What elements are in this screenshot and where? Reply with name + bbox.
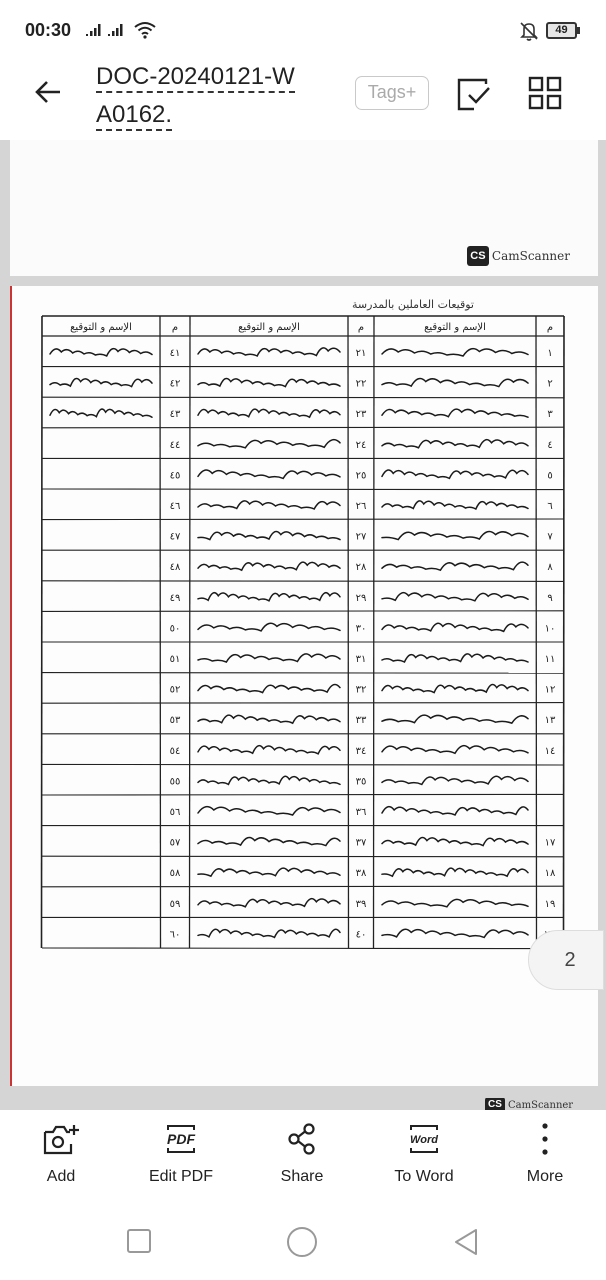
row-number: ٢٤ — [355, 439, 367, 451]
handwritten-signature — [382, 715, 528, 723]
row-number: ١ — [547, 348, 553, 359]
document-viewer[interactable] — [0, 140, 606, 1110]
handwritten-signature — [198, 868, 340, 876]
add-label: Add — [46, 1168, 76, 1185]
row-number: ٥٨ — [169, 868, 181, 880]
row-number: ٥٠ — [169, 623, 181, 635]
document-title[interactable] — [96, 58, 341, 134]
home-icon[interactable] — [286, 1226, 318, 1258]
share-button[interactable] — [252, 1122, 352, 1186]
handwritten-signature — [382, 654, 528, 662]
row-number: ٥٣ — [169, 715, 181, 727]
document-page-2 — [10, 286, 598, 1086]
handwritten-signature — [382, 929, 528, 937]
handwritten-signature — [382, 868, 528, 876]
row-number: ٤٢ — [169, 378, 181, 390]
row-number: ١٩ — [544, 898, 556, 910]
page-indicator[interactable]: 2 — [528, 930, 604, 990]
handwritten-signature — [198, 899, 340, 907]
table-row-line — [42, 489, 564, 490]
row-number: ١١ — [544, 654, 556, 665]
table-column-line — [42, 316, 43, 948]
table-row-line — [42, 673, 564, 674]
handwritten-signature — [382, 562, 528, 570]
row-number: ٣٠ — [355, 623, 367, 635]
signature-table — [12, 286, 600, 1086]
row-number: ١٧ — [544, 837, 556, 849]
row-number: ٥١ — [169, 654, 181, 665]
row-number: ٥ — [547, 470, 553, 482]
document-heading: توقيعات العاملين بالمدرسة — [352, 298, 474, 311]
handwritten-signature — [382, 470, 528, 478]
handwritten-signature — [198, 501, 340, 509]
more-label: More — [526, 1168, 564, 1185]
row-number: ٢٧ — [355, 531, 367, 543]
edit-pdf-button[interactable] — [131, 1122, 231, 1186]
grid-view-icon[interactable] — [528, 76, 562, 110]
row-number: ٩ — [547, 592, 553, 604]
row-number: ١٣ — [544, 715, 556, 727]
camscanner-logo-bottom — [485, 1098, 573, 1110]
document-page-1 — [10, 140, 598, 276]
table-column-header: الإسم و التوقيع — [238, 322, 300, 333]
handwritten-signature — [382, 501, 528, 509]
handwritten-signature — [198, 776, 340, 784]
tags-button[interactable] — [355, 76, 429, 110]
handwritten-signature — [382, 440, 528, 448]
table-column-header: م — [171, 322, 179, 333]
plus-icon: + — [405, 82, 417, 102]
table-column-header: الإسم و التوقيع — [424, 322, 486, 333]
handwritten-signature — [198, 593, 340, 601]
handwritten-signature — [198, 623, 340, 631]
table-column-line — [564, 316, 565, 948]
handwritten-signature — [382, 746, 528, 754]
add-button[interactable] — [11, 1122, 111, 1186]
table-column-line — [374, 316, 375, 948]
row-number: ٣٨ — [355, 868, 367, 880]
edit-pdf-label: Edit PDF — [148, 1168, 213, 1185]
handwritten-signature — [50, 349, 152, 356]
document-title-line1: DOC-20240121-W — [96, 63, 295, 93]
handwritten-signature — [198, 807, 340, 815]
row-number: ٧ — [547, 531, 553, 543]
handwritten-signature — [198, 409, 340, 417]
handwritten-signature — [198, 715, 340, 723]
row-number: ٣٤ — [355, 745, 367, 757]
back-icon[interactable] — [452, 1228, 480, 1256]
mute-icon — [518, 20, 540, 42]
handwritten-signature — [198, 837, 340, 845]
status-bar — [0, 0, 606, 62]
row-number: ٤٦ — [169, 501, 181, 512]
row-number: ١٤ — [544, 745, 556, 757]
row-number: ١٠ — [544, 623, 556, 635]
camscanner-text: CamScanner — [491, 249, 570, 263]
row-number: ٤٣ — [169, 409, 181, 421]
row-number: ٤١ — [169, 348, 181, 359]
share-icon — [283, 1122, 321, 1156]
row-number: ٢٢ — [355, 378, 367, 390]
row-number: ٤٨ — [169, 562, 181, 574]
handwritten-signature — [198, 470, 340, 478]
row-number: ١٢ — [544, 684, 556, 696]
row-number: ٥٢ — [169, 684, 181, 696]
app-header — [0, 56, 606, 140]
handwritten-signature — [382, 593, 528, 601]
row-number: ٤٧ — [169, 531, 181, 543]
document-title-line2: A0162. — [96, 101, 172, 131]
edit-document-icon[interactable] — [456, 76, 492, 112]
handwritten-signature — [382, 807, 528, 815]
table-column-header: م — [357, 322, 365, 333]
back-arrow-icon[interactable] — [32, 76, 64, 108]
table-row-line — [42, 581, 564, 582]
pdf-icon-text: PDF — [167, 1131, 195, 1147]
table-column-line — [348, 316, 349, 948]
battery-icon — [546, 22, 577, 39]
handwritten-signature — [382, 378, 528, 386]
handwritten-signature — [382, 684, 528, 692]
signal-icon — [108, 22, 130, 38]
handwritten-signature — [198, 684, 340, 692]
row-number: ٤٤ — [169, 439, 181, 451]
word-icon — [405, 1122, 443, 1156]
battery-level: 49 — [555, 24, 568, 36]
table-row-line — [42, 519, 564, 520]
battery-tip — [577, 27, 580, 34]
handwritten-signature — [382, 899, 528, 906]
row-number: ٢٦ — [355, 501, 367, 512]
row-number: ٢١ — [355, 348, 367, 359]
handwritten-signature — [382, 837, 528, 845]
table-column-line — [190, 316, 191, 948]
handwritten-signature — [382, 531, 528, 539]
row-number: ٢٣ — [355, 409, 367, 421]
handwritten-signature — [382, 623, 528, 631]
row-number: ٥٤ — [169, 745, 181, 757]
pdf-icon — [162, 1122, 200, 1156]
row-number: ٨ — [547, 562, 553, 574]
table-row-line — [42, 794, 564, 795]
table-row-line — [42, 764, 564, 765]
wifi-icon — [133, 20, 157, 40]
handwritten-signature — [198, 746, 340, 754]
more-button[interactable] — [495, 1122, 595, 1186]
camscanner-text: CamScanner — [508, 1099, 574, 1110]
bottom-toolbar — [0, 1110, 606, 1204]
table-column-header: الإسم و التوقيع — [70, 322, 132, 333]
handwritten-signature — [382, 776, 528, 784]
handwritten-signature — [198, 348, 340, 356]
word-icon-text: Word — [410, 1134, 438, 1146]
table-row-line — [42, 856, 564, 857]
row-number: ٣ — [547, 409, 553, 421]
table-row-line — [42, 397, 564, 398]
row-number: ٥٧ — [169, 837, 181, 849]
handwritten-signature — [50, 409, 152, 417]
handwritten-signature — [198, 654, 340, 662]
recents-icon[interactable] — [126, 1228, 152, 1254]
row-number: ٣٥ — [355, 776, 367, 788]
camscanner-logo — [467, 246, 570, 266]
status-time: 00:30 — [25, 20, 72, 40]
to-word-button[interactable] — [374, 1122, 474, 1186]
row-number: ٢٨ — [355, 562, 367, 574]
row-number: ٥٥ — [169, 776, 181, 788]
table-row-line — [42, 427, 564, 428]
camera-add-icon — [42, 1122, 80, 1156]
table-column-header: م — [546, 322, 554, 333]
handwritten-signature — [198, 929, 340, 937]
row-number: ٢ — [547, 378, 553, 390]
more-icon — [526, 1122, 564, 1156]
row-number: ٤ — [547, 439, 553, 451]
row-number: ٤٥ — [169, 470, 181, 482]
row-number: ٣٧ — [355, 837, 367, 849]
handwritten-signature — [198, 378, 340, 386]
table-column-line — [160, 316, 161, 948]
row-number: ٢٩ — [355, 592, 367, 604]
row-number: ٤٠ — [355, 929, 367, 941]
handwritten-signature — [198, 562, 340, 570]
handwritten-signature — [50, 378, 152, 386]
camscanner-mark: CS — [485, 1098, 505, 1110]
row-number: ٣٢ — [355, 684, 367, 696]
row-number: ٢٥ — [355, 470, 367, 482]
table-column-line — [536, 316, 537, 948]
handwritten-signature — [198, 531, 340, 539]
row-number: ٣٦ — [355, 807, 367, 818]
row-number: ٥٩ — [169, 898, 181, 910]
share-label: Share — [280, 1168, 324, 1185]
signal-icon — [86, 22, 108, 38]
to-word-label: To Word — [394, 1168, 454, 1185]
table-row-line — [42, 611, 564, 612]
table-row-line — [42, 886, 564, 887]
handwritten-signature — [382, 349, 528, 356]
row-number: ٥٦ — [169, 807, 181, 818]
row-number: ٣٩ — [355, 898, 367, 910]
row-number: ٤٩ — [169, 592, 181, 604]
row-number: ٣١ — [355, 654, 367, 665]
handwritten-signature — [382, 409, 528, 417]
table-row-line — [42, 703, 564, 704]
camscanner-mark: CS — [467, 246, 489, 266]
handwritten-signature — [198, 440, 340, 448]
tags-label: Tags — [367, 82, 406, 102]
row-number: ٣٣ — [355, 715, 367, 727]
system-navigation-bar — [0, 1204, 606, 1280]
row-number: ٦ — [547, 501, 553, 512]
row-number: ٦٠ — [169, 929, 181, 941]
row-number: ١٨ — [544, 868, 556, 880]
table-row-line — [42, 948, 564, 949]
